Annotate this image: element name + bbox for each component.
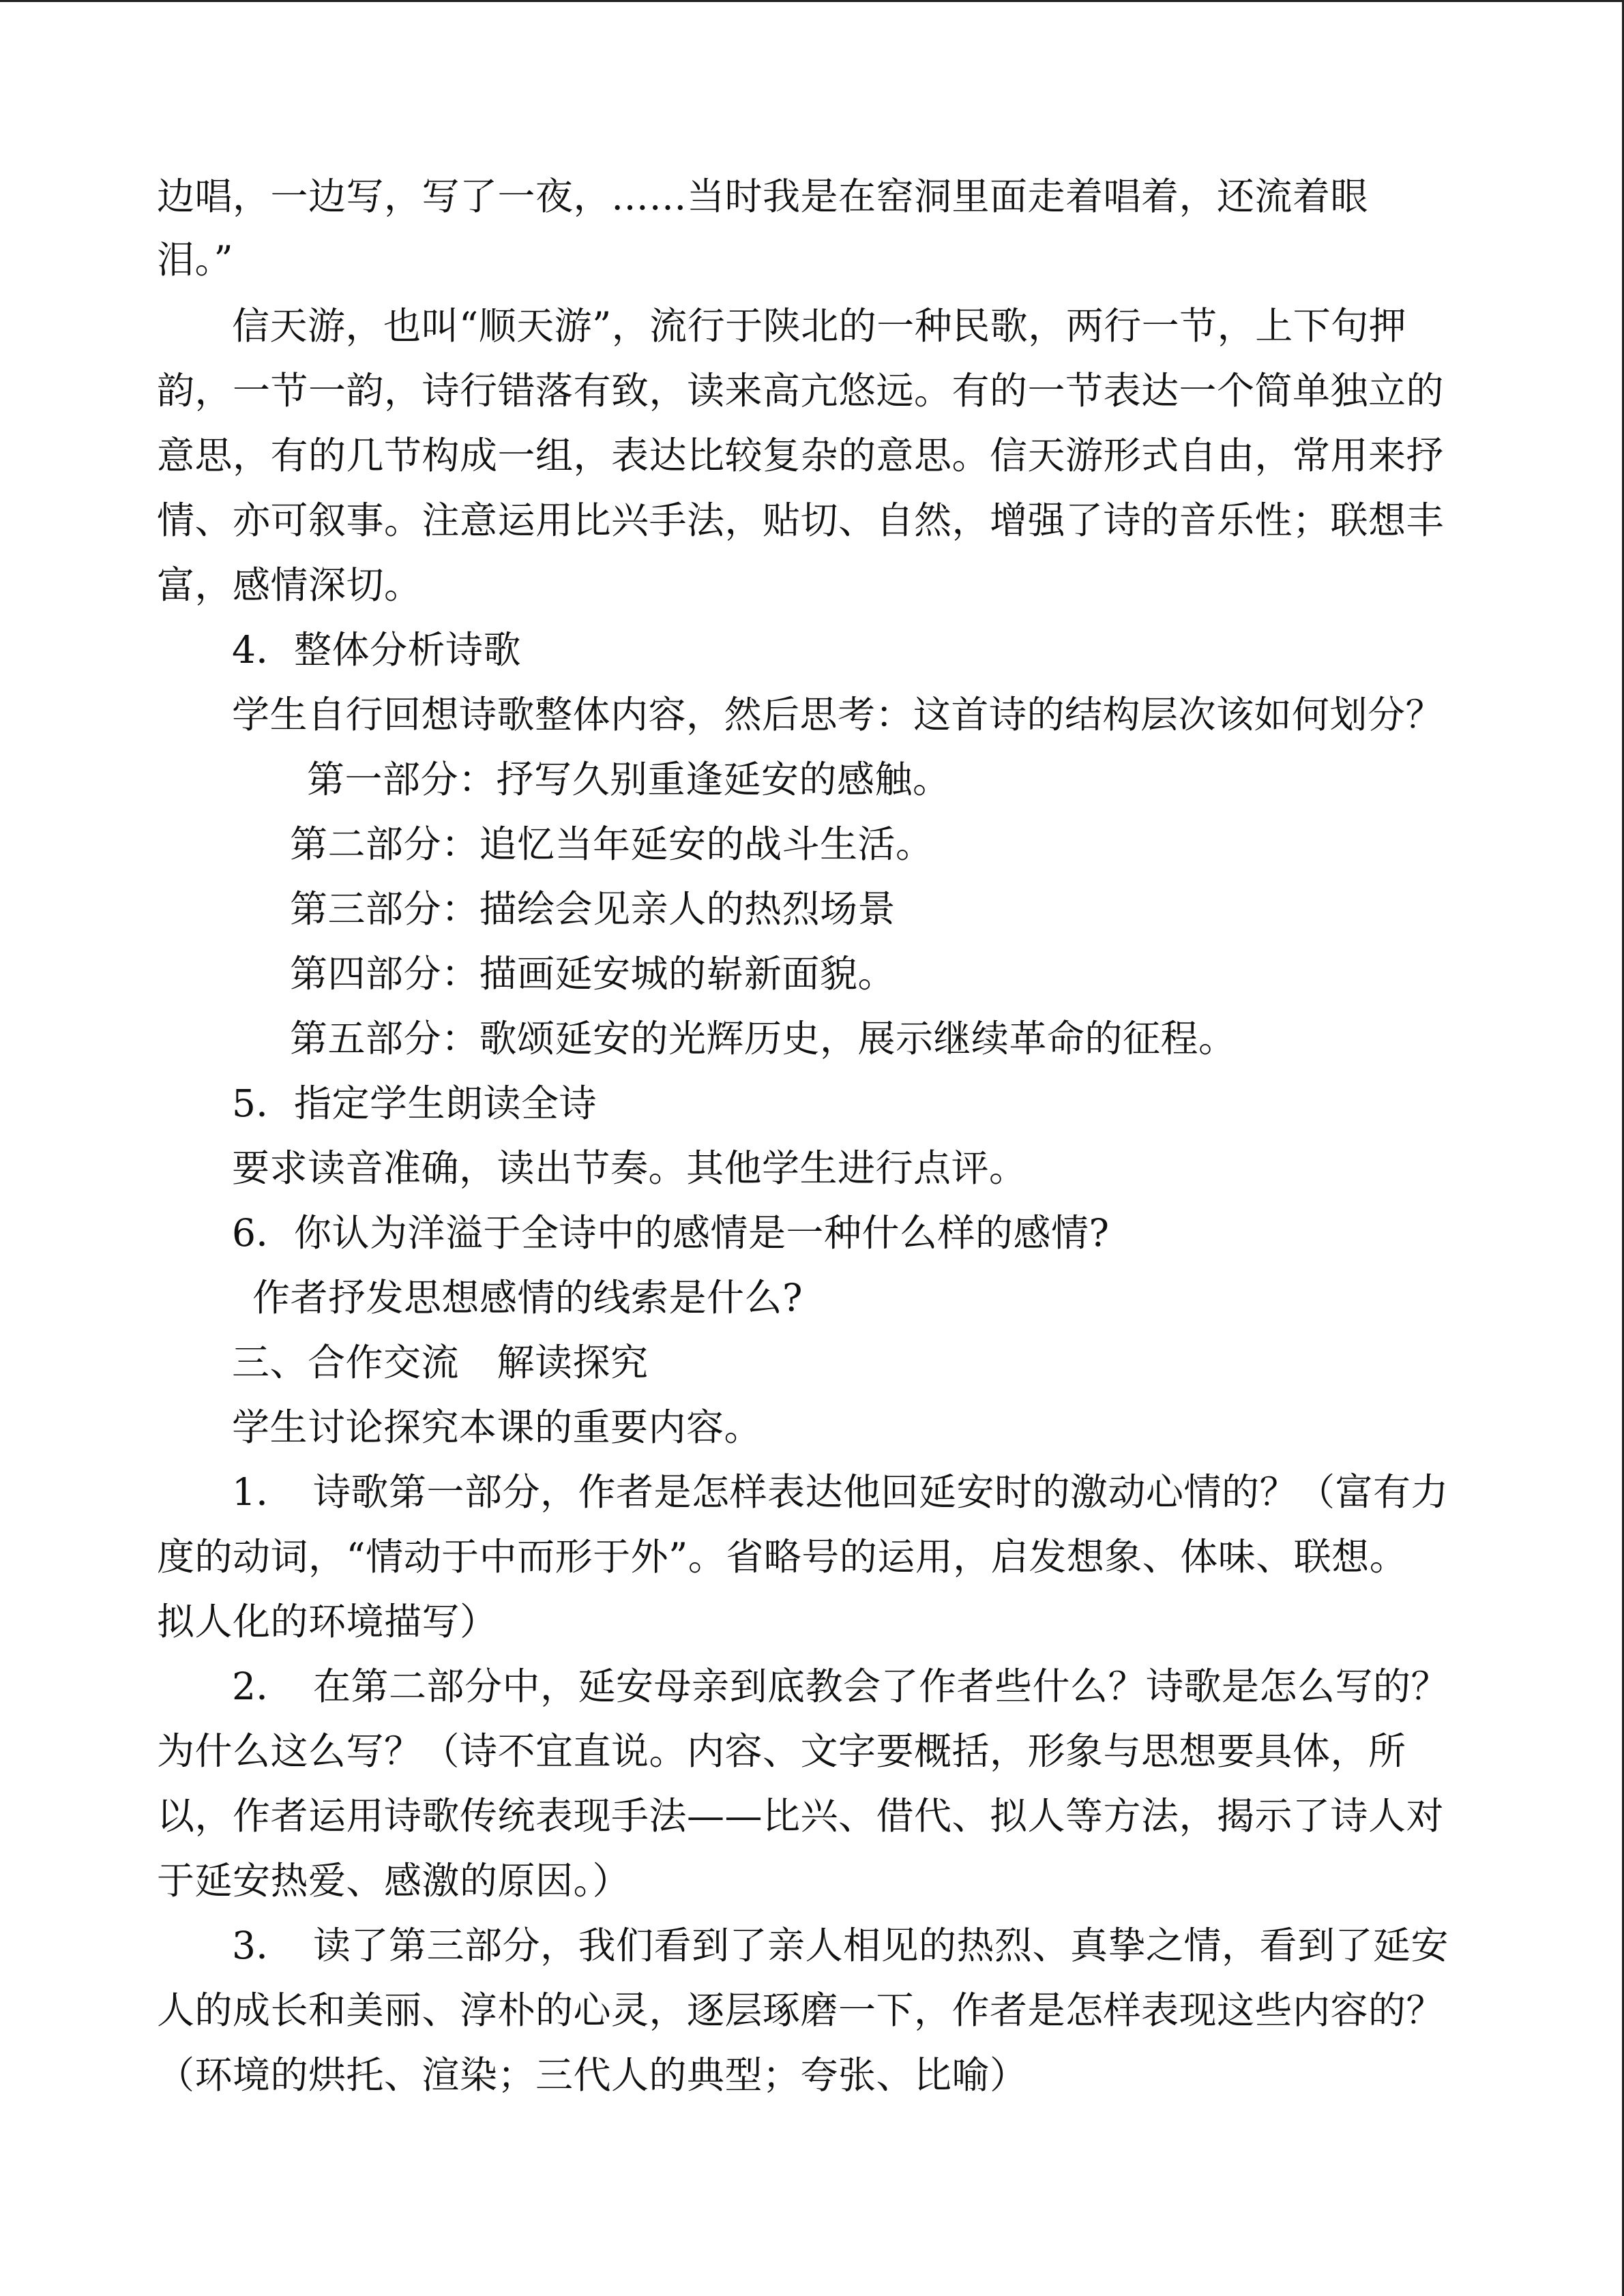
outline-item: 第一部分：抒写久别重逢延安的感触。 [307, 758, 951, 801]
text-line: 于延安热爱、感激的原因。） [157, 1859, 631, 1903]
text-line: 学生讨论探究本课的重要内容。 [232, 1405, 763, 1449]
text-line: 拟人化的环境描写） [157, 1600, 498, 1643]
section-heading: 6．你认为洋溢于全诗中的感情是一种什么样的感情? [232, 1211, 1110, 1255]
section-heading: 4．整体分析诗歌 [232, 628, 521, 672]
text-line: 为什么这么写？（诗不宜直说。内容、文字要概括，形象与思想要具体，所 [157, 1729, 1406, 1773]
text-line: （环境的烘托、渲染；三代人的典型；夸张、比喻） [157, 2053, 1028, 2097]
text-line: 学生自行回想诗歌整体内容，然后思考：这首诗的结构层次该如何划分？ [232, 693, 1444, 736]
outline-item: 第三部分：描绘会见亲人的热烈场景 [290, 887, 896, 931]
text-line: 意思，有的几节构成一组，表达比较复杂的意思。信天游形式自由，常用来抒 [157, 434, 1445, 477]
section-heading: 5．指定学生朗读全诗 [232, 1082, 597, 1125]
section-heading: 三、合作交流 解读探究 [232, 1341, 649, 1384]
text-line: 作者抒发思想感情的线索是什么? [252, 1276, 803, 1320]
text-line: 3． 读了第三部分，我们看到了亲人相见的热烈、真挚之情，看到了延安 [232, 1924, 1449, 1967]
text-line: 1． 诗歌第一部分，作者是怎样表达他回延安时的激动心情的？（富有力 [232, 1470, 1449, 1514]
text-line: 边唱，一边写，写了一夜，……当时我是在窑洞里面走着唱着，还流着眼 [157, 175, 1369, 218]
text-line: 度的动词，“情动于中而形于外”。省略号的运用，启发想象、体味、联想。 [157, 1535, 1408, 1579]
outline-item: 第五部分：歌颂延安的光辉历史，展示继续革命的征程。 [290, 1017, 1237, 1060]
outline-item: 第四部分：描画延安城的崭新面貌。 [290, 952, 896, 996]
text-line: 2． 在第二部分中，延安母亲到底教会了作者些什么？诗歌是怎么写的？ [232, 1665, 1449, 1708]
text-line: 信天游，也叫“顺天游”，流行于陕北的一种民歌，两行一节，上下句押 [232, 304, 1407, 348]
text-line: 韵，一节一韵，诗行错落有致，读来高亢悠远。有的一节表达一个简单独立的 [157, 369, 1445, 413]
text-line: 情、亦可叙事。注意运用比兴手法，贴切、自然，增强了诗的音乐性；联想丰 [157, 498, 1445, 542]
outline-item: 第二部分：追忆当年延安的战斗生活。 [290, 822, 934, 866]
text-line: 以，作者运用诗歌传统表现手法——比兴、借代、拟人等方法，揭示了诗人对 [157, 1794, 1445, 1838]
text-line: 富，感情深切。 [157, 563, 422, 607]
text-line: 泪。” [157, 238, 234, 282]
text-line: 人的成长和美丽、淳朴的心灵，逐层琢磨一下，作者是怎样表现这些内容的？ [157, 1988, 1445, 2032]
text-line: 要求读音准确，读出节奏。其他学生进行点评。 [232, 1146, 1027, 1190]
